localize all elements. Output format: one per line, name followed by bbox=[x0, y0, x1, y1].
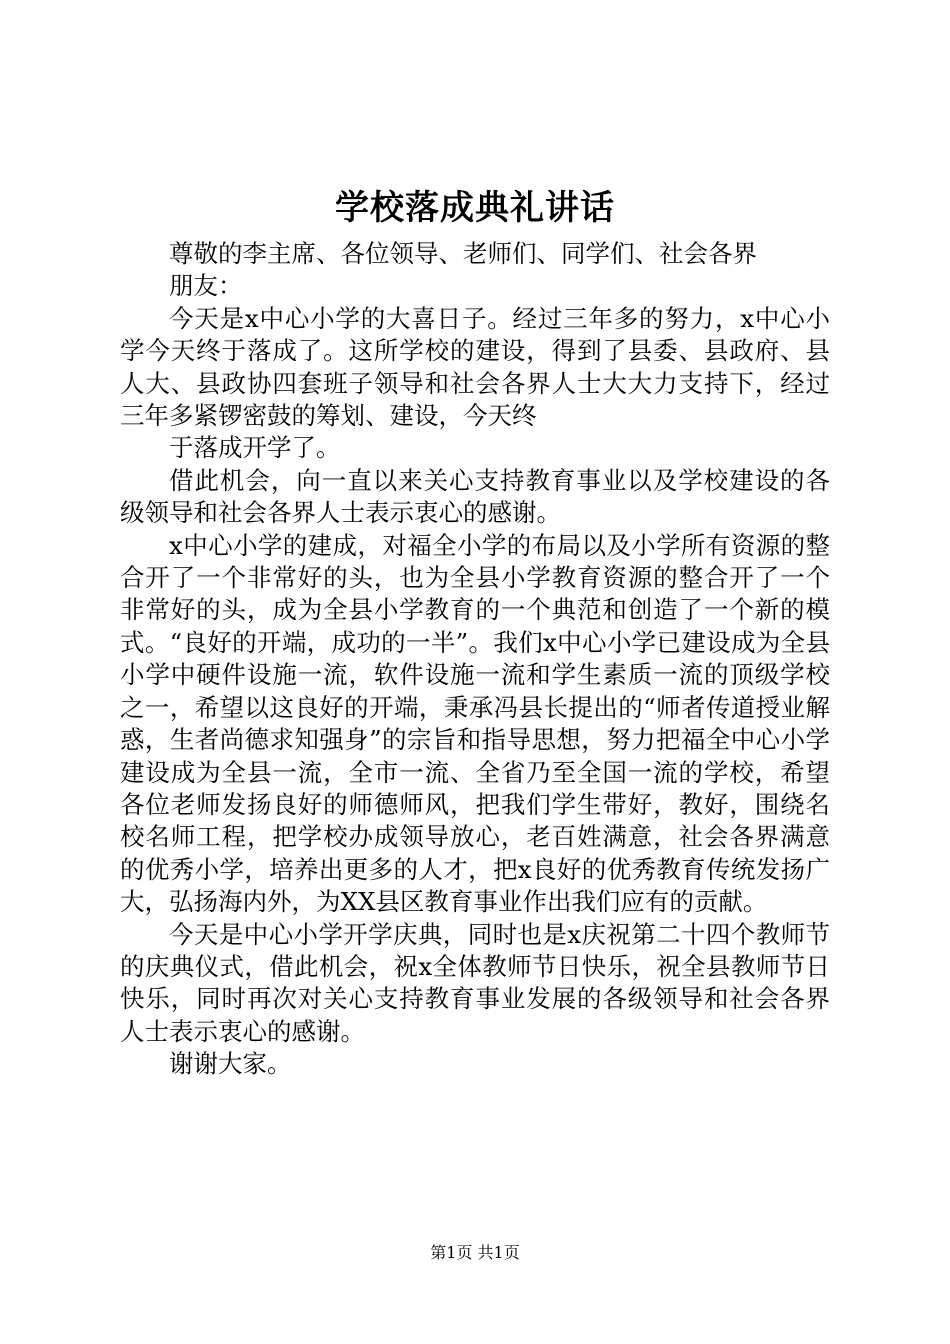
document-title: 学校落成典礼讲话 bbox=[335, 188, 615, 228]
paragraph-3: 借此机会，向一直以来关心支持教育事业以及学校建设的各级领导和社会各界人士表示衷心的感谢。 bbox=[120, 465, 830, 528]
closing: 谢谢大家。 bbox=[169, 1049, 292, 1079]
paragraph-2: 于落成开学了。 bbox=[169, 433, 341, 463]
paragraph-1: 今天是x中心小学的大喜日子。经过三年多的努力，x中心小学今天终于落成了。这所学校的建设，得到了县委、县政府、县人大、县政协四套班子领导和社会各界人士大大力支持下，经过三年多紧锣密鼓的筹划、建设，今天终 bbox=[120, 303, 830, 431]
salutation bbox=[120, 238, 830, 303]
paragraph-5: 今天是中心小学开学庆典，同时也是x庆祝第二十四个教师节的庆典仪式，借此机会，祝x全体教师节日快乐，祝全县教师节日快乐，同时再次对关心支持教育事业发展的各级领导和社会各界人士表示衷心的感谢。 bbox=[120, 919, 830, 1046]
salutation-line-1: 尊敬的李主席、各位领导、老师们、同学们、社会各界 bbox=[169, 239, 757, 268]
document-body bbox=[120, 238, 830, 1081]
paragraph-4: x中心小学的建成，对福全小学的布局以及小学所有资源的整合开了一个非常好的头，也为全县小学教育资源的整合开了一个非常好的头，成为全县小学教育的一个典范和创造了一个新的模式。“良好的开端，成功的一半”。我们x中心小学已建设成为全县小学中硬件设施一流，软件设施一流和学生素质一流的顶级学校之一，希望以这良好的开端，秉承冯县长提出的“师者传道授业解惑，生者尚德求知强身”的宗旨和指导思想，努力把福全中心小学建设成为全县一流，全市一流、全省乃至全国一流的学校，希望各位老师发扬良好的师德师风，把我们学生带好，教好，围绕名校名师工程，把学校办成领导放心，老百姓满意，社会各界满意的优秀小学，培养出更多的人才，把x良好的优秀教育传统发扬广大，弘扬海内外，为XX县区教育事业作出我们应有的贡献。 bbox=[120, 530, 830, 917]
page-footer: 第1页 共1页 bbox=[430, 1243, 520, 1262]
salutation-line-2: 朋友： bbox=[169, 271, 243, 301]
